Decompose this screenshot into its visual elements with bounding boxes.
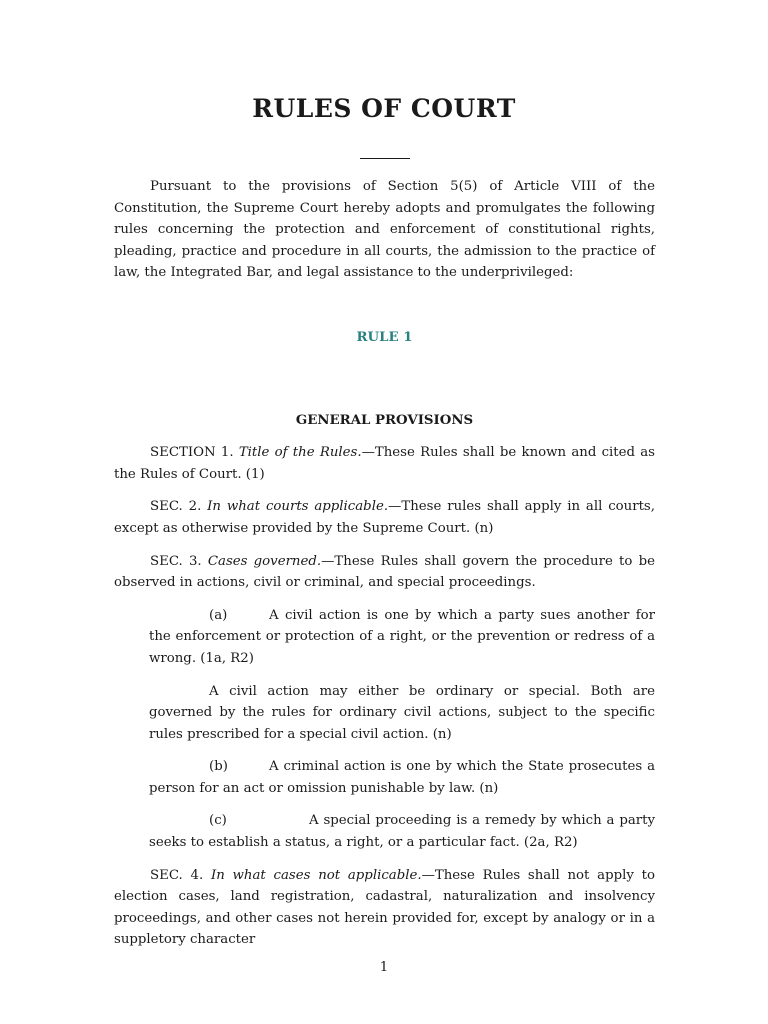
page-number: 1: [379, 960, 389, 975]
section-2-caption: In what courts applicable.: [207, 499, 389, 515]
rule-number: RULE 1: [356, 329, 413, 345]
section-4: [114, 865, 655, 951]
section-4-text: —These Rules shall not apply to election cases, land registration, cadastral, naturalization and insolvency proceedings, and other cases not herein provided for, except by analogy or in a suppletory character: [114, 867, 655, 948]
section-3: [114, 551, 655, 594]
section-4-caption: In what cases not applicable.: [210, 867, 422, 883]
document-title: RULES OF COURT: [252, 94, 516, 123]
section-3-item-b: [114, 756, 655, 799]
section-2-label: SEC. 2.: [150, 499, 208, 515]
section-3-item-a-continued: A civil action may either be ordinary or special. Both are governed by the rules for ordinary civil actions, subject to the specific rules prescribed for a special civil action. (n): [149, 683, 655, 742]
item-b-text: A criminal action is one by which the State prosecutes a person for an act or omission punishable by law. (n): [149, 759, 655, 796]
section-1-text: —These Rules shall be known and cited as the Rules of Court. (1): [114, 445, 655, 482]
section-1: [114, 442, 655, 485]
section-2: [114, 496, 655, 539]
item-a-label: (a): [209, 607, 228, 623]
section-3-text: —These Rules shall govern the procedure to be observed in actions, civil or criminal, and special proceedings.: [114, 553, 655, 591]
item-c-label: (c): [209, 813, 227, 829]
rule-heading: GENERAL PROVISIONS: [295, 412, 474, 428]
preamble-paragraph: Pursuant to the provisions of Section 5(5) of Article VIII of the Constitution, the Supreme Court hereby adopts and promulgates the following rules concerning the protection and enforcement of constitutional rights, pleading, practice and procedure in all courts, the admission to the practice of law, the Integrated Bar, and legal assistance to the underprivileged:: [114, 179, 655, 281]
section-3-item-a: [114, 605, 655, 670]
item-a-text: A civil action is one by which a party sues another for the enforcement or protection of a right, or the prevention or redress of a wrong. (1a, R2): [149, 607, 655, 666]
title-divider: [360, 158, 410, 159]
section-1-label: SECTION 1.: [150, 445, 239, 461]
section-2-text: —These rules shall apply in all courts, except as otherwise provided by the Supreme Court. (n): [114, 499, 655, 536]
section-3-label: SEC. 3.: [150, 553, 208, 569]
section-4-label: SEC. 4.: [150, 867, 211, 883]
item-b-label: (b): [209, 759, 228, 775]
section-3-caption: Cases governed.: [207, 553, 322, 569]
section-3-item-c: [114, 810, 655, 853]
section-1-caption: Title of the Rules.: [238, 445, 362, 461]
item-c-text: A special proceeding is a remedy by which a party seeks to establish a status, a right, or a particular fact. (2a, R2): [149, 813, 655, 851]
document-body: [114, 176, 655, 951]
